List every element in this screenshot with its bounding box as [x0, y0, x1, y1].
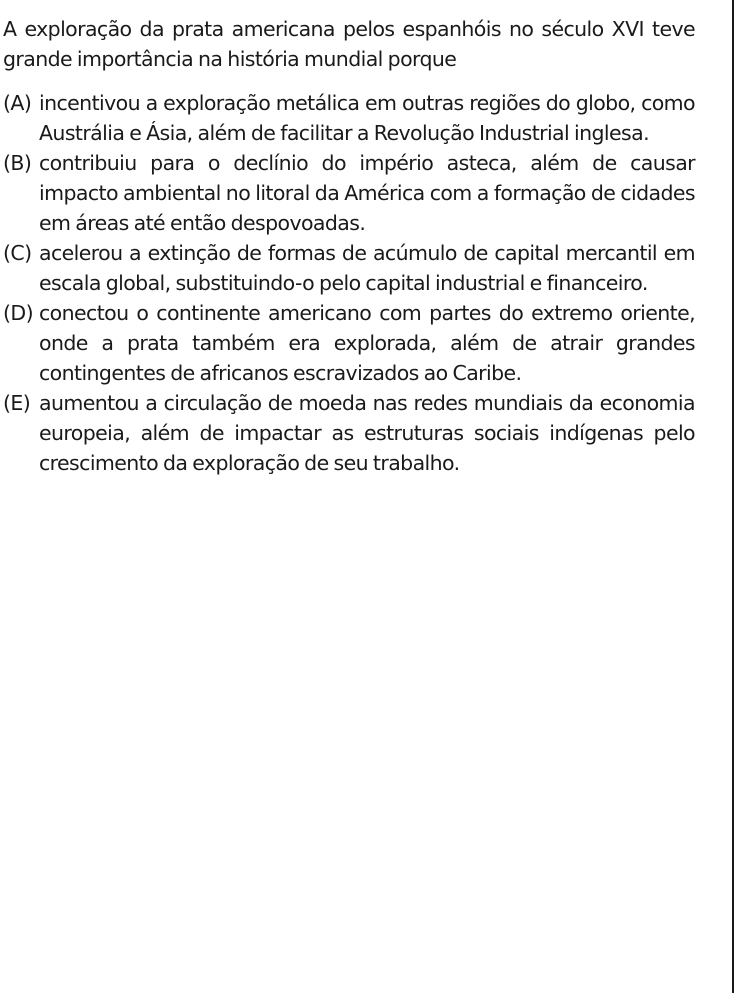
option-d	[3, 298, 695, 388]
option-b-letter: (B)	[3, 151, 32, 175]
question-block	[3, 14, 695, 478]
option-d-letter: (D)	[3, 301, 33, 325]
column-divider	[732, 0, 734, 993]
option-b-text: contribuiu para o declínio do império asteca, além de causar impacto ambiental no litoral da América com a formação de cidades em áreas até então despovoadas.	[39, 151, 695, 235]
answer-options	[3, 88, 695, 478]
question-stem: A exploração da prata americana pelos espanhóis no século XVI teve grande importância na história mundial porque	[3, 17, 695, 71]
option-b	[3, 148, 695, 238]
option-d-text: conectou o continente americano com partes do extremo oriente, onde a prata também era explorada, além de atrair grandes contingentes de africanos escravizados ao Caribe.	[39, 301, 695, 385]
option-c-letter: (C)	[3, 241, 32, 265]
option-c	[3, 238, 695, 298]
option-a	[3, 88, 695, 148]
option-e-letter: (E)	[3, 391, 31, 415]
option-a-text: incentivou a exploração metálica em outras regiões do globo, como Austrália e Ásia, além de facilitar a Revolução Industrial inglesa.	[39, 91, 695, 145]
option-a-letter: (A)	[3, 91, 32, 115]
option-e	[3, 388, 695, 478]
option-c-text: acelerou a extinção de formas de acúmulo de capital mercantil em escala global, substituindo-o pelo capital industrial e financeiro.	[39, 241, 695, 295]
option-e-text: aumentou a circulação de moeda nas redes mundiais da economia europeia, além de impactar as estruturas sociais indígenas pelo crescimento da exploração de seu trabalho.	[39, 391, 695, 475]
